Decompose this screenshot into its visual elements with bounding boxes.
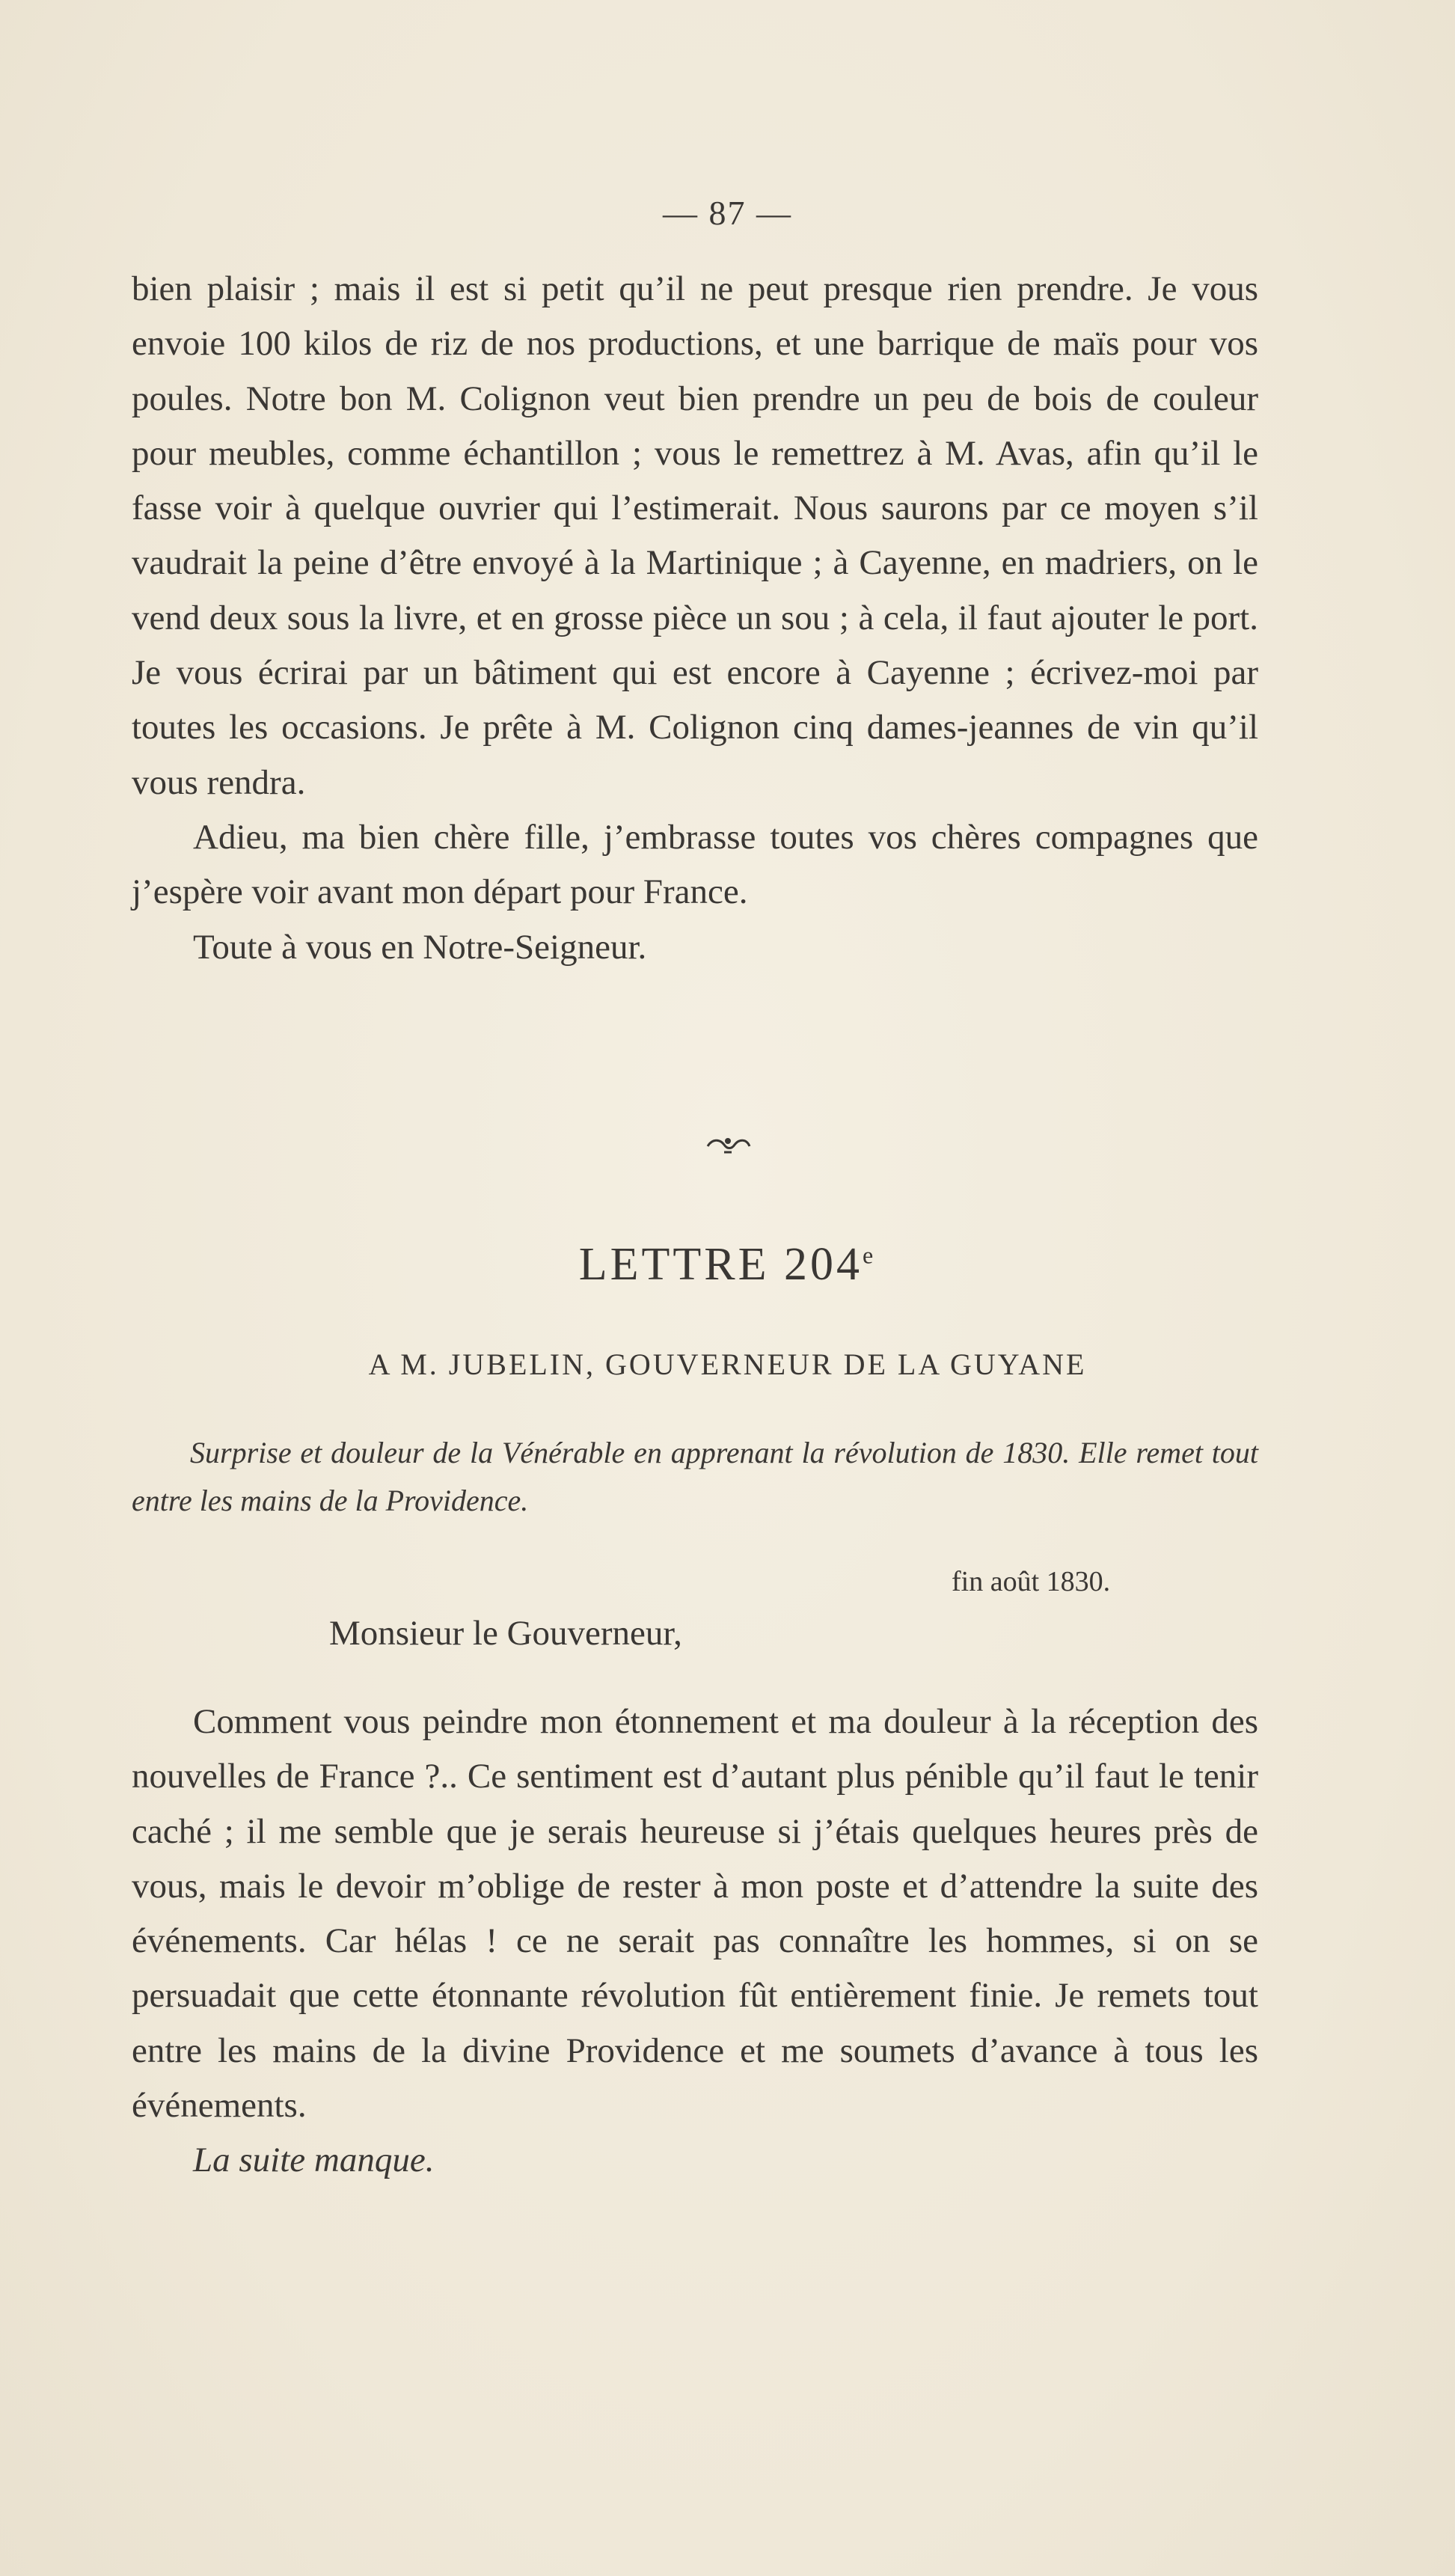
ornament-icon	[0, 1128, 1455, 1161]
letter-title-text: LETTRE 204	[578, 1239, 863, 1290]
letter-title-suffix: e	[863, 1241, 877, 1269]
letter-title	[0, 1238, 1455, 1291]
paragraph: Adieu, ma bien chère fille, j’embrasse toutes vos chères compagnes que j’espère voir avant mon départ pour France.	[132, 817, 1258, 912]
letter-date: fin août 1830.	[952, 1566, 1111, 1597]
previous-letter-ending	[132, 262, 1258, 975]
paragraph: bien plaisir ; mais il est si petit qu’il ne peut presque rien prendre. Je vous envoie 100 kilos de riz de nos productions, et une barrique de maïs pour vos poules. Notre bon M. Colignon veut bien prendre un peu de bois de couleur pour meubles, comme échantillon ; vous le remettrez à M. Avas, afin qu’il le fasse voir à quelque ouvrier qui l’estimerait. Nous saurons par ce moyen s’il vaudrait la peine d’être envoyé à la Martinique ; à Cayenne, en madriers, on le vend deux sous la livre, et en grosse pièce un sou ; à cela, il faut ajouter le port. Je vous écrirai par un bâtiment qui est encore à Cayenne ; écrivez-moi par toutes les occasions. Je prête à M. Colignon cinq dames-jeannes de vin qu’il vous rendra.	[132, 269, 1258, 802]
page-number: — 87 —	[663, 194, 792, 232]
letter-salutation: Monsieur le Gouverneur,	[329, 1614, 682, 1653]
letter-body	[132, 1695, 1258, 2188]
closing-note: La suite manque.	[193, 2141, 435, 2180]
paragraph: Comment vous peindre mon étonnement et ma douleur à la réception des nouvelles de France ?.. Ce sentiment est d’autant plus pénible qu’il faut le tenir caché ; il me semble que je serais heureuse si j’étais quelques heures près de vous, mais le devoir m’oblige de rester à mon poste et d’attendre la suite des événements. Car hélas ! ce ne serait pas connaître les hommes, si on se persuadait que cette étonnante révolution fût entièrement finie. Je remets tout entre les mains de la divine Providence et me soumets d’avance à tous les événements.	[132, 1702, 1258, 2126]
signature-line: Toute à vous en Notre-Seigneur.	[193, 927, 647, 967]
letter-addressee: A M. JUBELIN, GOUVERNEUR DE LA GUYANE	[368, 1347, 1087, 1381]
letter-summary: Surprise et douleur de la Vénérable en apprenant la révolution de 1830. Elle remet tout entre les mains de la Providence.	[132, 1436, 1258, 1517]
